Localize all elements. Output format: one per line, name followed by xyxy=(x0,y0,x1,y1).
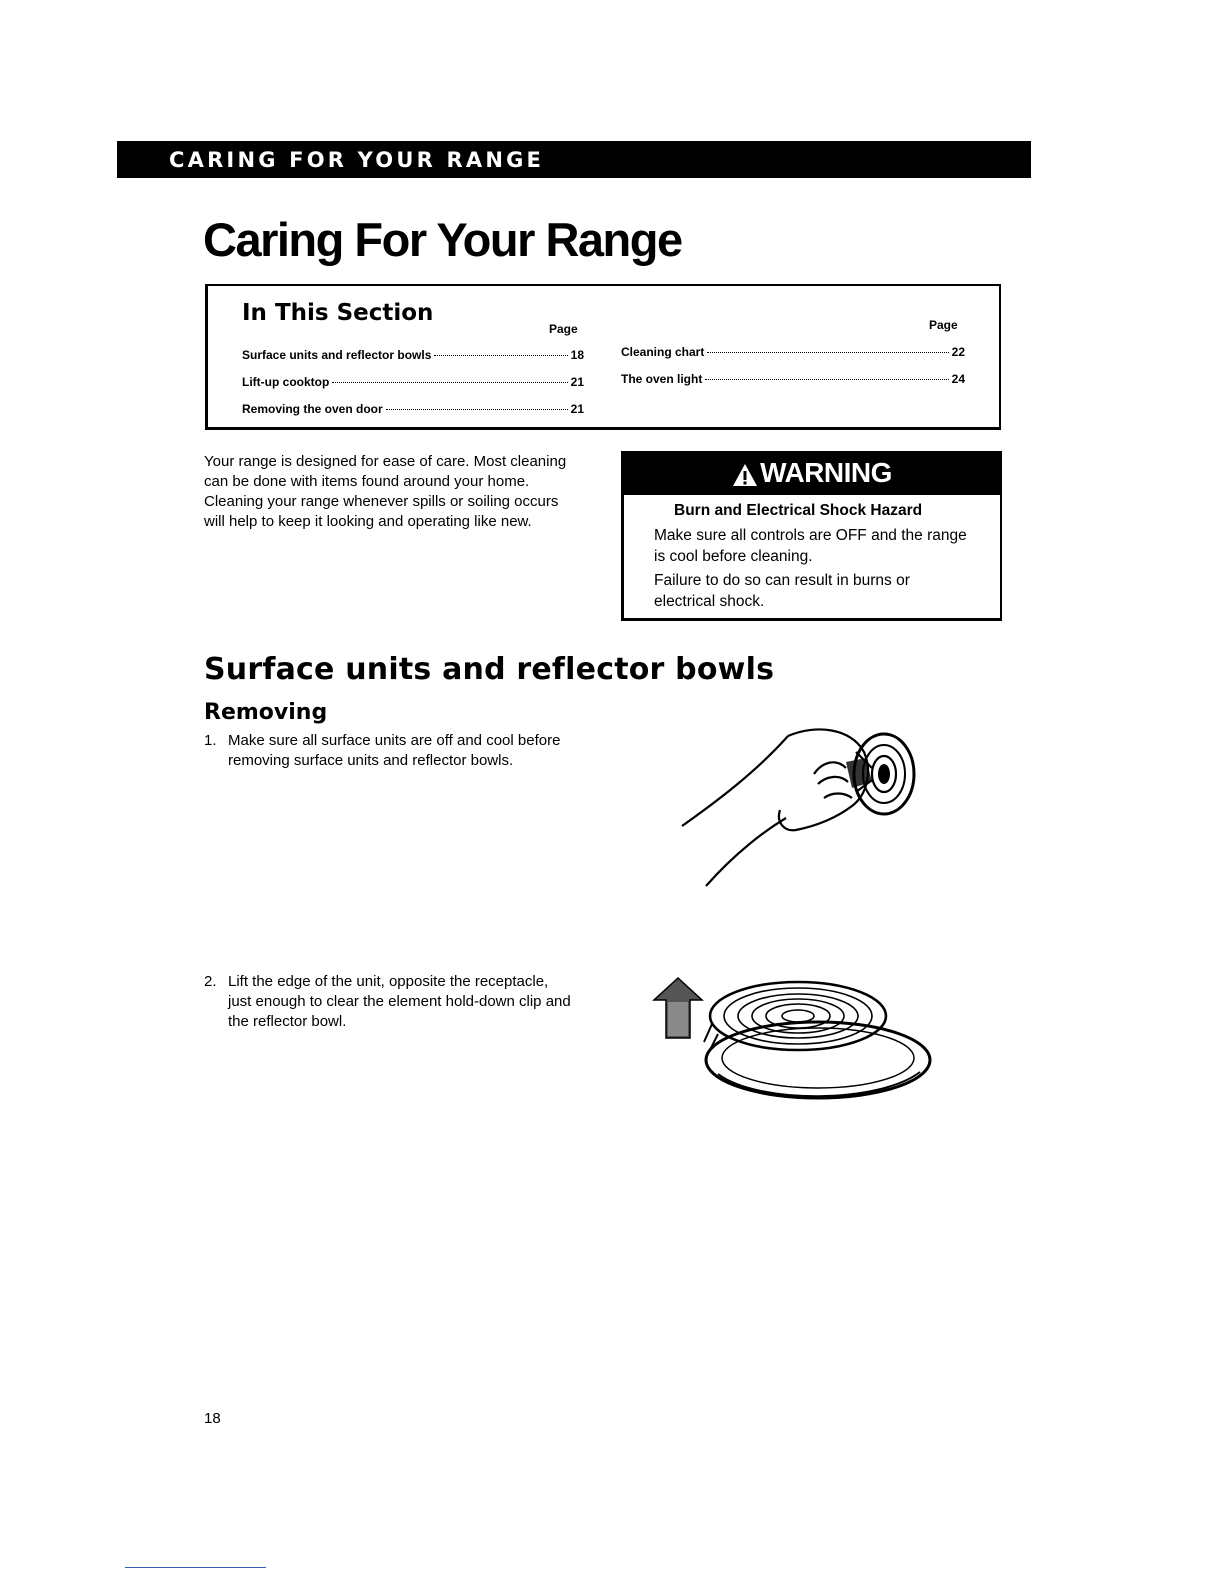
section-banner-text: CARING FOR YOUR RANGE xyxy=(169,148,545,172)
intro-paragraph: Your range is designed for ease of care. Most cleaning can be done with items found around your home. Cleaning your range whenever spills or soiling occurs will help to keep it looking and operating like new. xyxy=(204,453,567,530)
warning-line: Failure to do so can result in burns or electrical shock. xyxy=(654,572,910,610)
up-arrow-icon xyxy=(654,978,702,1038)
step-number: 2. xyxy=(204,973,217,990)
toc-entry-label: The oven light xyxy=(621,372,703,386)
toc-leader xyxy=(332,382,567,383)
warning-triangle-icon xyxy=(732,463,758,487)
subsection-heading: Removing xyxy=(204,700,328,725)
toc-entry-label: Cleaning chart xyxy=(621,345,705,359)
toc-entry[interactable] xyxy=(621,372,965,386)
section-heading: Surface units and reflector bowls xyxy=(204,652,775,687)
warning-box xyxy=(621,451,1002,621)
step-text: Make sure all surface units are off and cool before removing surface units and reflector bowls. xyxy=(228,732,561,769)
lifting-unit-illustration xyxy=(648,964,938,1109)
warning-line: Make sure all controls are OFF and the range is cool before cleaning. xyxy=(654,527,967,565)
step-text: Lift the edge of the unit, opposite the receptacle, just enough to clear the element hold-down clip and the reflector bowl. xyxy=(228,973,571,1030)
section-banner xyxy=(117,141,1031,178)
warning-banner-text: WARNING xyxy=(760,457,892,488)
toc-entry-page: 18 xyxy=(570,348,584,362)
step-item xyxy=(204,972,574,1032)
warning-banner xyxy=(624,453,1000,495)
toc-leader xyxy=(707,352,948,353)
toc-page-label-left: Page xyxy=(549,322,578,336)
toc-entry-label: Surface units and reflector bowls xyxy=(242,348,432,362)
toc-entry[interactable] xyxy=(242,402,584,416)
toc-entry-label: Removing the oven door xyxy=(242,402,383,416)
toc-heading: In This Section xyxy=(242,300,434,326)
toc-leader xyxy=(705,379,948,380)
toc-entry[interactable] xyxy=(242,375,584,389)
toc-page-label-right: Page xyxy=(929,318,958,332)
toc-entry-label: Lift-up cooktop xyxy=(242,375,330,389)
toc-entry-page: 21 xyxy=(570,402,584,416)
page-number: 18 xyxy=(204,1410,221,1427)
warning-hazard-title: Burn and Electrical Shock Hazard xyxy=(674,502,923,519)
step-number: 1. xyxy=(204,732,217,749)
toc-leader xyxy=(434,355,567,356)
toc-entry-page: 22 xyxy=(951,345,965,359)
toc-box xyxy=(205,284,1001,430)
page-title: Caring For Your Range xyxy=(203,213,682,266)
toc-entry[interactable] xyxy=(242,348,584,362)
toc-entry[interactable] xyxy=(621,345,965,359)
step-item xyxy=(204,731,574,771)
toc-entry-page: 24 xyxy=(951,372,965,386)
footer-rule xyxy=(125,1567,266,1568)
toc-entry-page: 21 xyxy=(570,375,584,389)
toc-leader xyxy=(386,409,568,410)
hand-removing-unit-illustration xyxy=(676,722,956,897)
